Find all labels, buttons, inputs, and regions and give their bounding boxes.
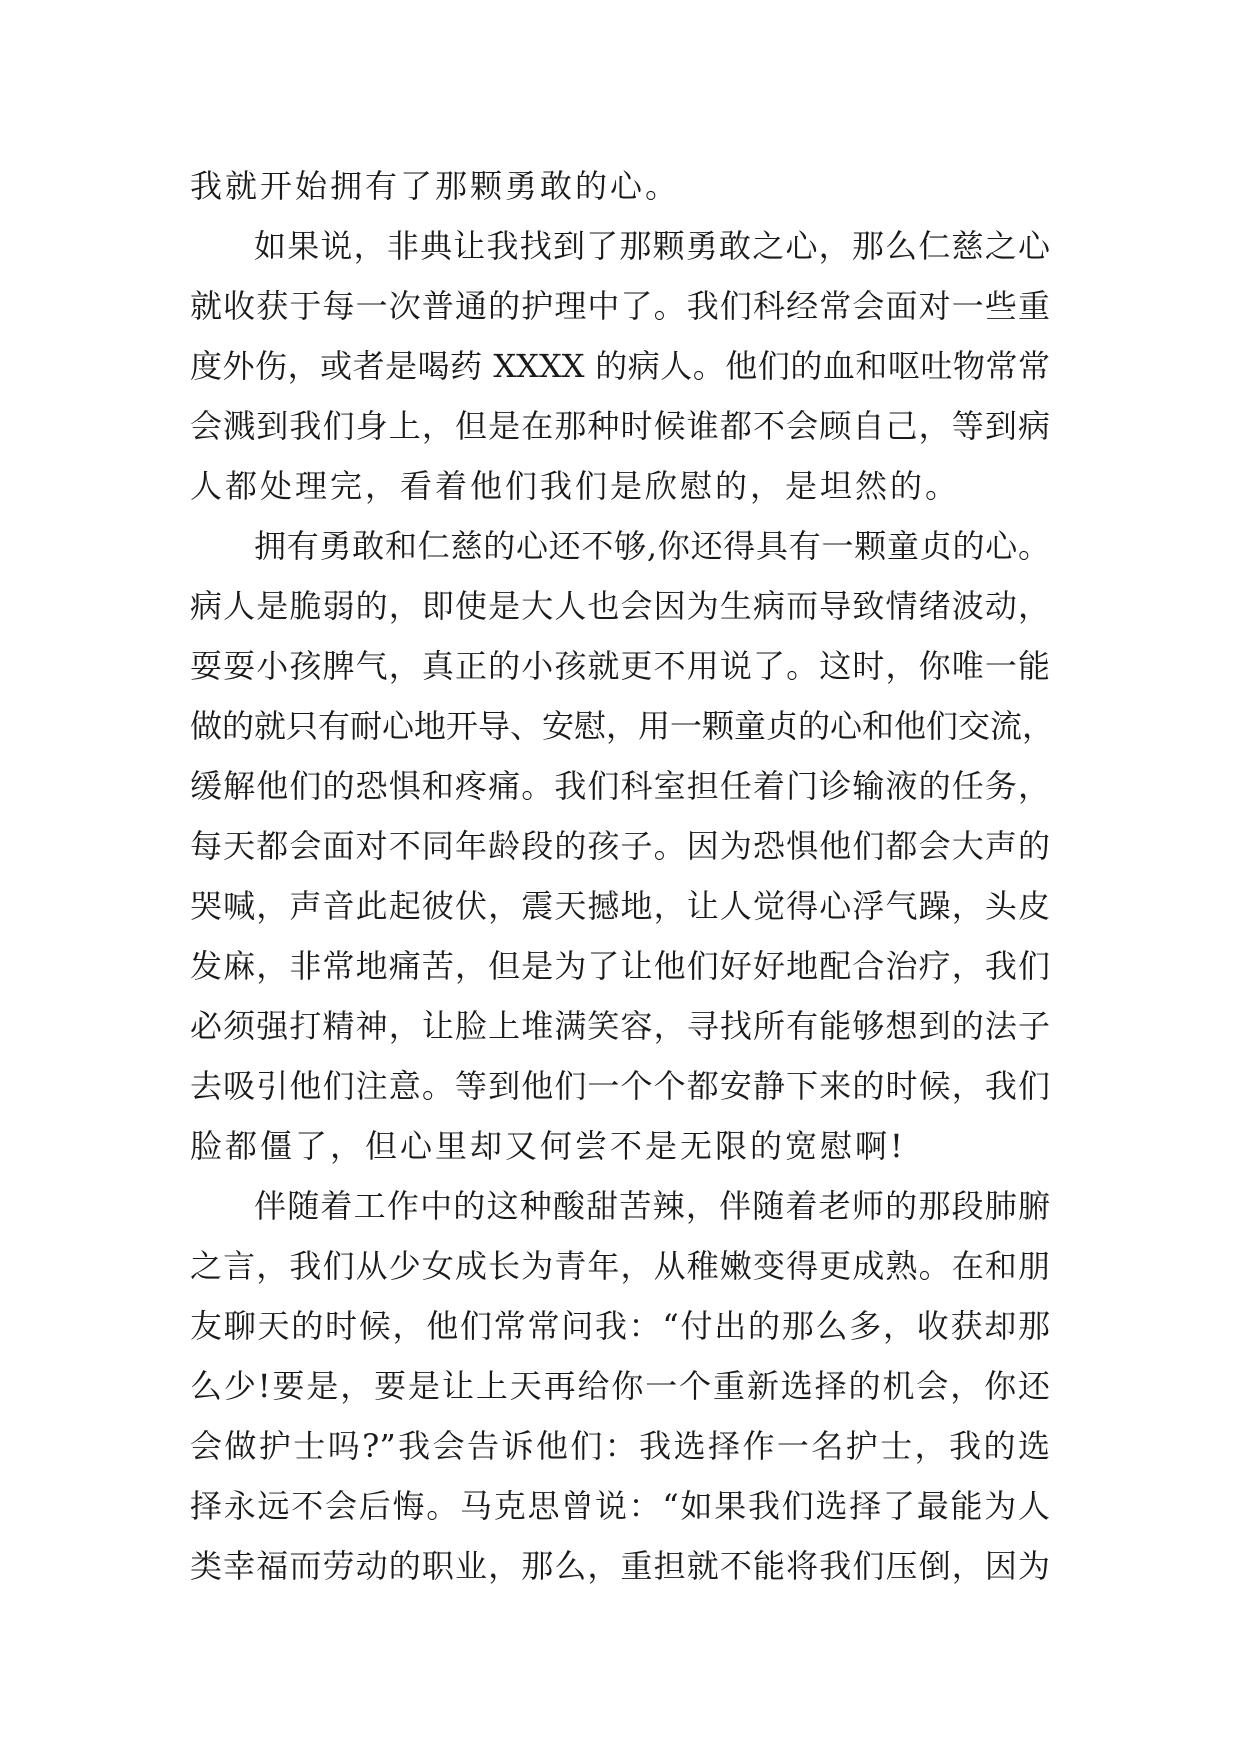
text-line: 会做护士吗?”我会告诉他们：我选择作一名护士，我的选 [190,1427,1050,1465]
text-line: 之言，我们从少女成长为青年，从稚嫩变得更成熟。在和朋 [190,1247,1050,1285]
text-line: 我就开始拥有了那颗勇敢的心。 [190,167,681,205]
text-line: 做的就只有耐心地开导、安慰，用一颗童贞的心和他们交流， [190,707,1055,745]
text-line: 哭喊，声音此起彼伏，震天撼地，让人觉得心浮气躁，头皮 [190,887,1050,925]
text-line: 择永远不会后悔。马克思曾说：“如果我们选择了最能为人 [190,1487,1050,1525]
text-line: 去吸引他们注意。等到他们一个个都安静下来的时候，我们 [190,1067,1050,1105]
text-line: 缓解他们的恐惧和疼痛。我们科室担任着门诊输液的任务， [190,767,1050,805]
text-line: 发麻，非常地痛苦，但是为了让他们好好地配合治疗，我们 [190,947,1050,985]
text-line: 友聊天的时候，他们常常问我：“付出的那么多，收获却那 [190,1307,1050,1345]
text-line: 脸都僵了，但心里却又何尝不是无限的宽慰啊! [190,1127,906,1165]
paragraph-first-line: 拥有勇敢和仁慈的心还不够,你还得具有一颗童贞的心。 [254,527,1050,565]
text-line: 度外伤，或者是喝药 XXXX 的病人。他们的血和呕吐物常常 [190,347,1050,385]
text-line: 类幸福而劳动的职业，那么，重担就不能将我们压倒，因为 [190,1547,1050,1585]
text-line: 么少!要是，要是让上天再给你一个重新选择的机会，你还 [190,1367,1050,1405]
text-line: 人都处理完，看着他们我们是欣慰的，是坦然的。 [190,467,961,505]
text-line: 就收获于每一次普通的护理中了。我们科经常会面对一些重 [190,287,1050,325]
body-text [190,156,1055,1596]
text-line: 每天都会面对不同年龄段的孩子。因为恐惧他们都会大声的 [190,827,1050,865]
paragraph-first-line: 如果说，非典让我找到了那颗勇敢之心，那么仁慈之心 [254,227,1050,265]
text-line: 必须强打精神，让脸上堆满笑容，寻找所有能够想到的法子 [190,1007,1050,1045]
paragraph-first-line: 伴随着工作中的这种酸甜苦辣，伴随着老师的那段肺腑 [254,1187,1050,1225]
text-line: 会溅到我们身上，但是在那种时候谁都不会顾自己，等到病 [190,407,1050,445]
text-line: 耍耍小孩脾气，真正的小孩就更不用说了。这时，你唯一能 [190,647,1050,685]
text-line: 病人是脆弱的，即使是大人也会因为生病而导致情绪波动， [190,587,1050,625]
